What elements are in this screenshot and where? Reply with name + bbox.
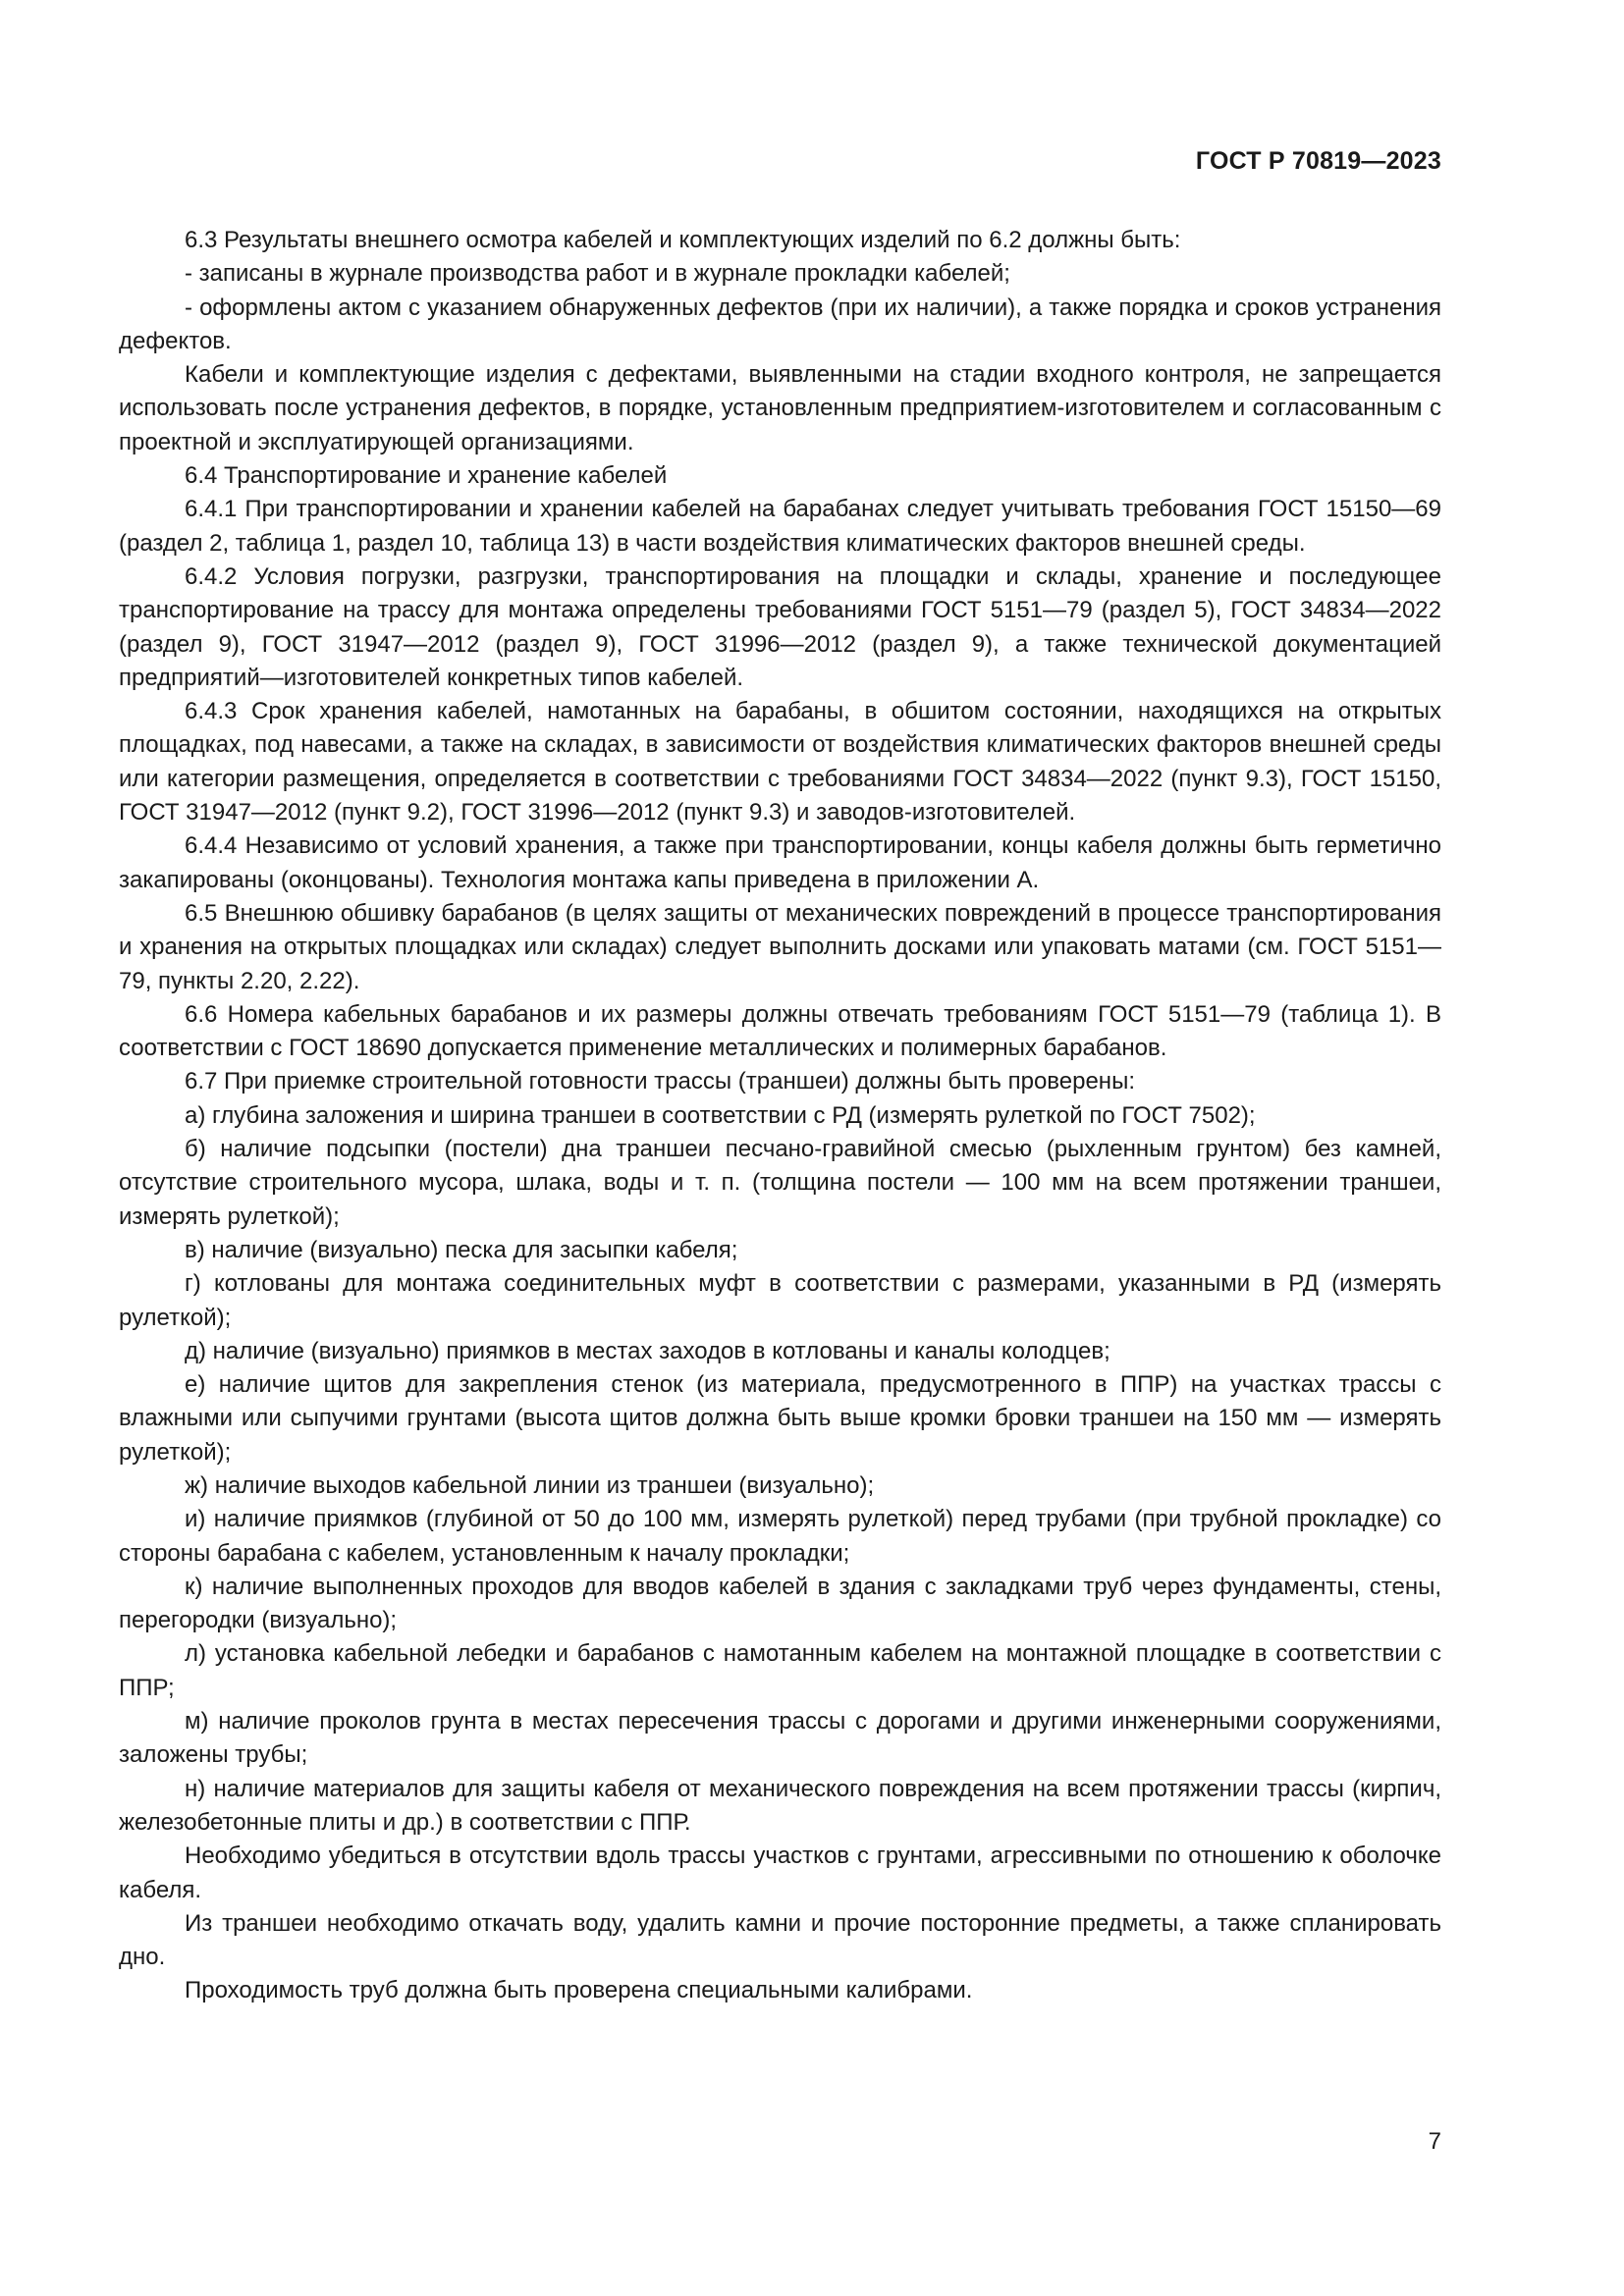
list-item-b: б) наличие подсыпки (постели) дна траншеи песчано-гравийной смесью (рыхленным грунтом) без камней, отсутствие строительного мусора, шлака, воды и т. п. (толщина постели — 100 мм на всем протяжении траншеи, измерять рулеткой); xyxy=(119,1136,1441,1230)
section-heading-6-4: 6.4 Транспортирование и хранение кабелей xyxy=(185,462,668,490)
paragraph-6-6: 6.6 Номера кабельных барабанов и их размеры должны отвечать требованиям ГОСТ 5151—79 (таблица 1). В соответствии с ГОСТ 18690 допускается применение металлических и полимерных барабанов. xyxy=(119,1000,1441,1062)
list-item-recorded: - записаны в журнале производства работ и в журнале прокладки кабелей; xyxy=(185,260,1010,288)
list-item-a: а) глубина заложения и ширина траншеи в соответствии с РД (измерять рулеткой по ГОСТ 7502); xyxy=(185,1101,1256,1129)
paragraph-6-4-4: 6.4.4 Независимо от условий хранения, а также при транспортировании, концы кабеля должны быть герметично закапированы (оконцованы). Технология монтажа капы приведена в приложении А. xyxy=(119,832,1441,893)
paragraph-6-4-2: 6.4.2 Условия погрузки, разгрузки, транспортирования на площадки и склады, хранение и последующее транспортирование на трассу для монтажа определены требованиями ГОСТ 5151—79 (раздел 5), ГОСТ 34834—2022 (раздел 9), ГОСТ 31947—2012 (раздел 9), ГОСТ 31996—2012 (раздел 9), а также технической документацией предприятий—изготовителей конкретных типов кабелей. xyxy=(119,562,1441,691)
list-item-l: л) установка кабельной лебедки и барабанов с намотанным кабелем на монтажной площадке в соответствии с ППР; xyxy=(119,1640,1441,1701)
page-number: 7 xyxy=(1428,2128,1441,2155)
paragraph-6-4-1: 6.4.1 При транспортировании и хранении кабелей на барабанах следует учитывать требования ГОСТ 15150—69 (раздел 2, таблица 1, раздел 10, таблица 13) в части воздействия климатических факторов внешней среды. xyxy=(119,496,1441,557)
paragraph-aggressive-soils: Необходимо убедиться в отсутствии вдоль трассы участков с грунтами, агрессивными по отношению к оболочке кабеля. xyxy=(119,1842,1441,1903)
list-item-m: м) наличие проколов грунта в местах пересечения трассы с дорогами и другими инженерными сооружениями, заложены трубы; xyxy=(119,1708,1441,1769)
list-item-i: и) наличие приямков (глубиной от 50 до 100 мм, измерять рулеткой) перед трубами (при трубной прокладке) со стороны барабана с кабелем, установленным к началу прокладки; xyxy=(119,1506,1441,1567)
list-item-act: - оформлены актом с указанием обнаруженных дефектов (при их наличии), а также порядка и сроков устранения дефектов. xyxy=(119,294,1441,354)
list-item-n: н) наличие материалов для защиты кабеля от механического повреждения на всем протяжении трассы (кирпич, железобетонные плиты и др.) в соответствии с ППР. xyxy=(119,1775,1441,1836)
document-id-header: ГОСТ Р 70819—2023 xyxy=(1195,147,1441,175)
list-item-v: в) наличие (визуально) песка для засыпки кабеля; xyxy=(185,1236,738,1263)
list-item-g: г) котлованы для монтажа соединительных муфт в соответствии с размерами, указанными в РД (измерять рулеткой); xyxy=(119,1270,1441,1331)
paragraph-6-4-3: 6.4.3 Срок хранения кабелей, намотанных на барабаны, в обшитом состоянии, находящихся на открытых площадках, под навесами, а также на складах, в зависимости от воздействия климатических факторов внешней среды или категории размещения, определяется в соответствии с требованиями ГОСТ 34834—2022 (пункт 9.3), ГОСТ 15150, ГОСТ 31947—2012 (пункт 9.2), ГОСТ 31996—2012 (пункт 9.3) и заводов-изготовителей. xyxy=(119,698,1441,827)
paragraph-trench-cleanup: Из траншеи необходимо откачать воду, удалить камни и прочие посторонние предметы, а также спланировать дно. xyxy=(119,1909,1441,1971)
paragraph-6-7: 6.7 При приемке строительной готовности трассы (траншеи) должны быть проверены: xyxy=(185,1068,1135,1095)
list-item-zh: ж) наличие выходов кабельной линии из траншеи (визуально); xyxy=(185,1471,875,1499)
paragraph-6-3: 6.3 Результаты внешнего осмотра кабелей и комплектующих изделий по 6.2 должны быть: xyxy=(185,227,1181,253)
list-item-e: е) наличие щитов для закрепления стенок (из материала, предусмотренного в ППР) на участках трассы с влажными или сыпучими грунтами (высота щитов должна быть выше кромки бровки траншеи на 150 мм — измерять рулеткой); xyxy=(119,1371,1441,1466)
paragraph-6-5: 6.5 Внешнюю обшивку барабанов (в целях защиты от механических повреждений в процессе транспортирования и хранения на открытых площадках или складах) следует выполнить досками или упаковать матами (см. ГОСТ 5151—79, пункты 2.20, 2.22). xyxy=(119,899,1441,994)
paragraph-pipe-check: Проходимость труб должна быть проверена специальными калибрами. xyxy=(185,1977,973,2004)
paragraph-defective-use: Кабели и комплектующие изделия с дефектами, выявленными на стадии входного контроля, не запрещается использовать после устранения дефектов, в порядке, установленным предприятием-изготовителем и согласованным с проектной и эксплуатирующей организациями. xyxy=(119,361,1441,455)
list-item-k: к) наличие выполненных проходов для вводов кабелей в здания с закладками труб через фундаменты, стены, перегородки (визуально); xyxy=(119,1573,1441,1634)
document-body xyxy=(119,224,1441,2008)
list-item-d: д) наличие (визуально) приямков в местах заходов в котлованы и каналы колодцев; xyxy=(185,1337,1110,1364)
